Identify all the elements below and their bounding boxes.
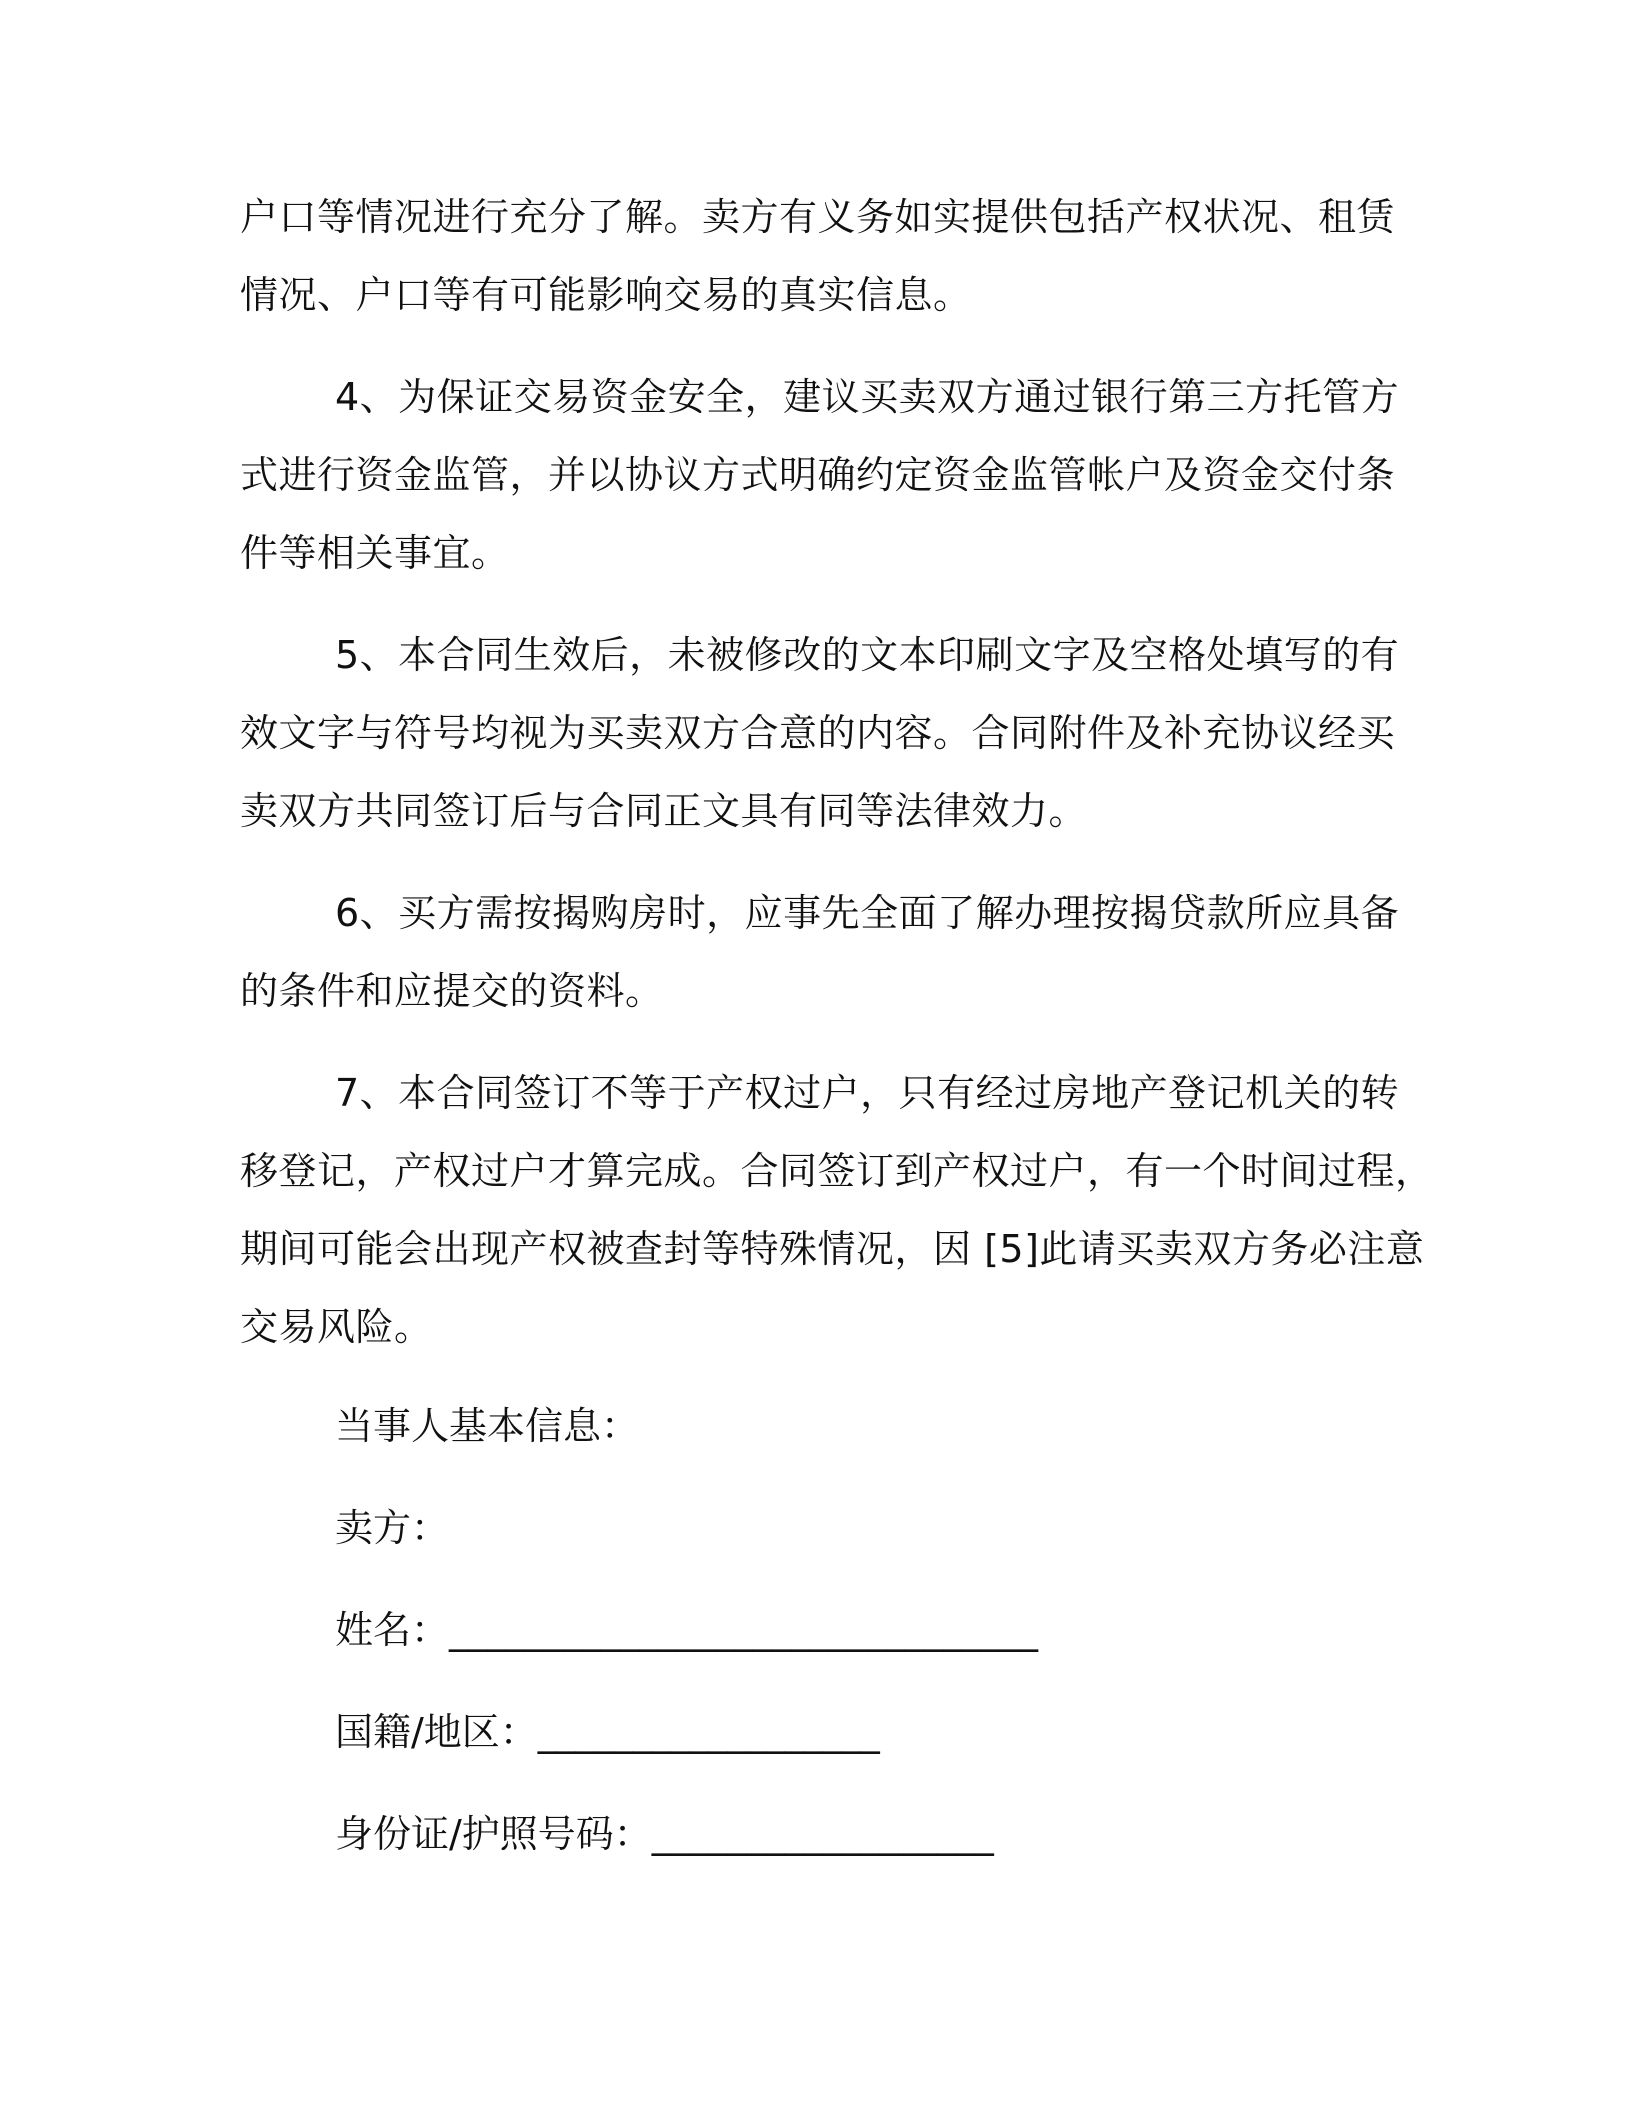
paragraph-line: 户口等情况进行充分了解。卖方有义务如实提供包括产权状况、租赁	[240, 195, 1396, 239]
seller-id-field: 身份证/护照号码：__________________	[335, 1812, 994, 1856]
paragraph-line: 件等相关事宜。	[240, 531, 510, 575]
seller-nationality-field: 国籍/地区：__________________	[335, 1710, 880, 1754]
paragraph-line: 6、买方需按揭购房时，应事先全面了解办理按揭贷款所应具备	[335, 891, 1400, 935]
seller-name-field: 姓名：_______________________________	[335, 1608, 1039, 1652]
party-info-heading: 当事人基本信息：	[335, 1404, 640, 1448]
paragraph-line: 卖双方共同签订后与合同正文具有同等法律效力。	[240, 789, 1088, 833]
paragraph-line: 式进行资金监管，并以协议方式明确约定资金监管帐户及资金交付条	[240, 453, 1396, 497]
paragraph-5	[240, 616, 1400, 850]
paragraph-4	[240, 358, 1400, 592]
paragraph-line: 7、本合同签订不等于产权过户，只有经过房地产登记机关的转	[335, 1071, 1400, 1115]
paragraph-6	[240, 874, 1400, 1030]
paragraph-line: 效文字与符号均视为买卖双方合意的内容。合同附件及补充协议经买	[240, 711, 1396, 755]
paragraph-line: 5、本合同生效后，未被修改的文本印刷文字及空格处填写的有	[335, 633, 1400, 677]
paragraph-line: 移登记，产权过户才算完成。合同签订到产权过户，有一个时间过程，	[240, 1149, 1434, 1193]
paragraph-line: 期间可能会出现产权被查封等特殊情况，因 [5]此请买卖双方务必注意	[240, 1227, 1425, 1271]
paragraph-line: 情况、户口等有可能影响交易的真实信息。	[240, 273, 972, 317]
paragraph-3-continuation	[240, 178, 1396, 334]
paragraph-line: 交易风险。	[240, 1305, 433, 1349]
paragraph-7	[240, 1054, 1434, 1366]
paragraph-line: 4、为保证交易资金安全，建议买卖双方通过银行第三方托管方	[335, 375, 1400, 419]
paragraph-line: 的条件和应提交的资料。	[240, 969, 664, 1013]
seller-label: 卖方：	[335, 1506, 450, 1550]
